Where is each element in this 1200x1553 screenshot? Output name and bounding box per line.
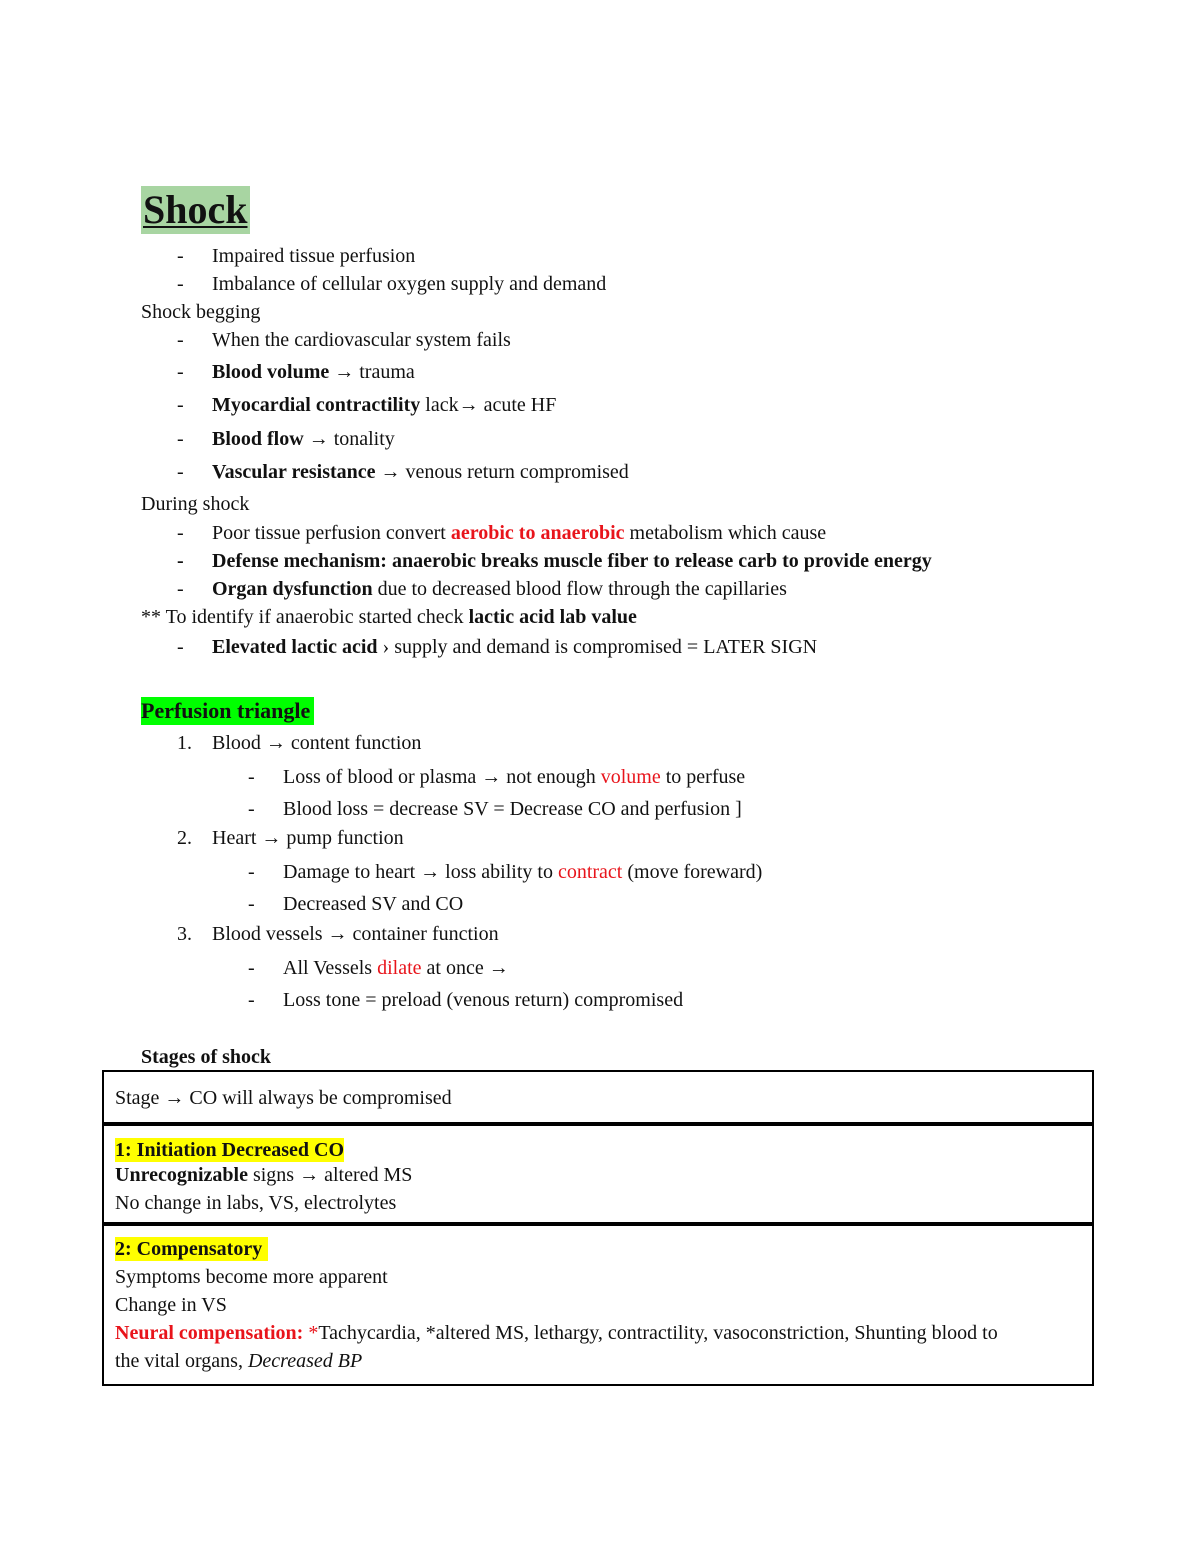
list-item: When the cardiovascular system fails bbox=[212, 329, 511, 351]
table-row bbox=[104, 1072, 1092, 1122]
bullet-dash: - bbox=[177, 394, 184, 416]
sub-item: Loss tone = preload (venous return) compromised bbox=[283, 989, 684, 1011]
note-line: ** To identify if anaerobic started check lactic acid lab value bbox=[141, 606, 637, 628]
section-heading: Shock begging bbox=[141, 301, 261, 323]
list-number: 1. bbox=[177, 732, 192, 754]
stage-title: 1: Initiation Decreased CO bbox=[115, 1139, 345, 1161]
stage-line: Neural compensation: *Tachycardia, *altered MS, lethargy, contractility, vasoconstriction, Shunting blood to bbox=[115, 1322, 998, 1344]
bullet-dash: - bbox=[177, 428, 184, 450]
list-item: Defense mechanism: anaerobic breaks muscle fiber to release carb to provide energy bbox=[212, 550, 932, 572]
bullet-dash: - bbox=[248, 893, 255, 915]
page-title: Shock bbox=[143, 187, 248, 232]
list-item: Elevated lactic acid › supply and demand is compromised = LATER SIGN bbox=[212, 636, 818, 658]
stage-title: 2: Compensatory bbox=[115, 1237, 268, 1261]
bullet-dash: - bbox=[177, 550, 184, 572]
list-item: Blood flow → tonality bbox=[212, 428, 395, 450]
bullet-dash: - bbox=[248, 989, 255, 1011]
sub-item: Loss of blood or plasma → not enough volume to perfuse bbox=[283, 766, 746, 788]
list-item: Organ dysfunction due to decreased blood flow through the capillaries bbox=[212, 578, 787, 600]
bullet-dash: - bbox=[177, 245, 184, 267]
list-item: Vascular resistance → venous return compromised bbox=[212, 461, 629, 483]
section-heading: During shock bbox=[141, 493, 250, 515]
bullet-dash: - bbox=[248, 766, 255, 788]
bullet-dash: - bbox=[248, 957, 255, 979]
sub-item: All Vessels dilate at once → bbox=[283, 957, 509, 979]
bullet-dash: - bbox=[248, 861, 255, 883]
table-header-text: Stage → CO will always be compromised bbox=[115, 1087, 452, 1109]
stage-line: No change in labs, VS, electrolytes bbox=[115, 1192, 397, 1214]
list-item: Imbalance of cellular oxygen supply and demand bbox=[212, 273, 607, 295]
bullet-dash: - bbox=[177, 636, 184, 658]
list-item: Blood vessels → container function bbox=[212, 923, 499, 945]
list-number: 3. bbox=[177, 923, 192, 945]
table-row-stage2 bbox=[104, 1226, 1092, 1384]
stages-table bbox=[102, 1070, 1094, 1386]
stage-line: Change in VS bbox=[115, 1294, 227, 1316]
stage-line: Unrecognizable signs → altered MS bbox=[115, 1164, 413, 1186]
bullet-dash: - bbox=[177, 461, 184, 483]
bullet-dash: - bbox=[177, 522, 184, 544]
list-item: Impaired tissue perfusion bbox=[212, 245, 416, 267]
section-heading: Perfusion triangle bbox=[141, 697, 314, 725]
table-row-stage1 bbox=[104, 1126, 1092, 1222]
bullet-dash: - bbox=[248, 798, 255, 820]
list-item: Myocardial contractility lack→ acute HF bbox=[212, 394, 557, 416]
sub-item: Blood loss = decrease SV = Decrease CO and perfusion ] bbox=[283, 798, 742, 820]
bullet-dash: - bbox=[177, 361, 184, 383]
bullet-dash: - bbox=[177, 578, 184, 600]
list-number: 2. bbox=[177, 827, 192, 849]
bullet-dash: - bbox=[177, 273, 184, 295]
stage-line: the vital organs, Decreased BP bbox=[115, 1350, 363, 1372]
list-item: Poor tissue perfusion convert aerobic to anaerobic metabolism which cause bbox=[212, 522, 827, 544]
sub-item: Decreased SV and CO bbox=[283, 893, 464, 915]
list-item: Heart → pump function bbox=[212, 827, 404, 849]
list-item: Blood volume → trauma bbox=[212, 361, 415, 383]
table-caption: Stages of shock bbox=[141, 1046, 272, 1068]
stage-line: Symptoms become more apparent bbox=[115, 1266, 388, 1288]
list-item: Blood → content function bbox=[212, 732, 422, 754]
bullet-dash: - bbox=[177, 329, 184, 351]
sub-item: Damage to heart → loss ability to contract (move foreward) bbox=[283, 861, 763, 883]
